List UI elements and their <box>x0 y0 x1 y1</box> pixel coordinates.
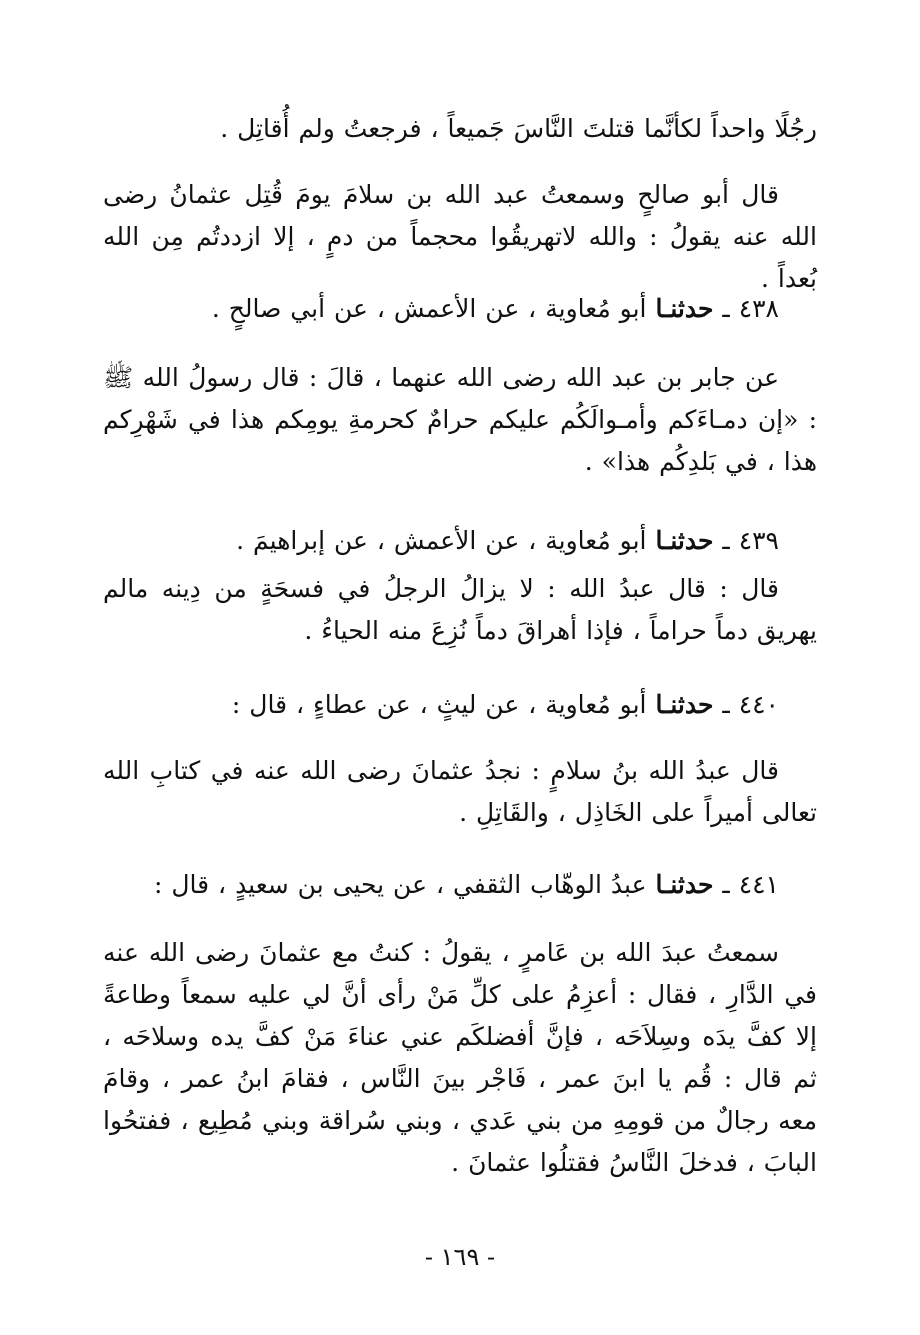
hadith-number: ٤٤٠ <box>738 690 779 719</box>
dash: ـ <box>713 870 730 899</box>
page-number: - ١٦٩ - <box>424 1243 496 1271</box>
hadith-header-441 <box>103 864 817 906</box>
hadith-header-438 <box>103 288 817 330</box>
paragraph-abu-salih <box>103 174 817 300</box>
paragraph-continuation <box>103 108 817 150</box>
isnad-text: أبو مُعاوية ، عن ليثٍ ، عن عطاءٍ ، قال : <box>231 690 647 719</box>
hadith-text-438 <box>103 357 817 483</box>
isnad-text: عبدُ الوهّاب الثقفي ، عن يحيى بن سعيدٍ ، قال : <box>154 870 647 899</box>
isnad-text: أبو مُعاوية ، عن الأعمش ، عن إبراهيمَ . <box>236 526 647 555</box>
paragraph-text: قال عبدُ الله بنُ سلامٍ : نجدُ عثمانَ رضى الله عنه في كتابِ الله تعالى أميراً على الخَاذِل ، والقَاتِلِ . <box>103 756 817 827</box>
hadith-text-439 <box>103 568 817 652</box>
hadith-keyword: حدثنـا <box>655 526 714 555</box>
hadith-text-441 <box>103 932 817 1184</box>
hadith-header-439 <box>103 520 817 562</box>
hadith-keyword: حدثنـا <box>655 870 714 899</box>
hadith-number: ٤٣٩ <box>738 526 779 555</box>
hadith-keyword: حدثنـا <box>655 690 714 719</box>
isnad-text: أبو مُعاوية ، عن الأعمش ، عن أبي صالحٍ . <box>211 294 647 323</box>
hadith-number: ٤٤١ <box>738 870 779 899</box>
hadith-header-440 <box>103 684 817 726</box>
dash: ـ <box>713 690 730 719</box>
hadith-number: ٤٣٨ <box>738 294 779 323</box>
paragraph-text: قال : قال عبدُ الله : لا يزالُ الرجلُ في فسحَةٍ من دِينه مالم يهريق دماً حراماً ، فإذا أهراقَ دماً نُزِعَ منه الحياءُ . <box>103 574 817 645</box>
hadith-keyword: حدثنـا <box>655 294 714 323</box>
hadith-text-440 <box>103 750 817 834</box>
paragraph-text: سمعتُ عبدَ الله بن عَامرٍ ، يقولُ : كنتُ مع عثمانَ رضى الله عنه في الدَّارِ ، فقال : أعزِمُ على كلِّ مَنْ رأى أنَّ لي عليه سمعاً وطاعةً إلا كفَّ يدَه وسِلاَحَه ، فإنَّ أفضلكَم عني عناءَ مَنْ كفَّ يده وسلاحَه ، ثم قال : قُم يا ابنَ عمر ، فَاجْر بينَ النَّاس ، فقامَ ابنُ عمر ، وقامَ معه رجالٌ من قومِهِ من بني عَدي ، وبني سُراقة وبني مُطِيع ، ففتحُوا البابَ ، فدخلَ النَّاسُ فقتلُوا عثمانَ . <box>103 938 817 1177</box>
paragraph-text: عن جابر بن عبد الله رضى الله عنهما ، قالَ : قال رسولُ الله ﷺ : «إن دمـاءَكم وأمـوالَكُم عليكم حرامٌ كحرمةِ يومِكم هذا في شَهْرِكم هذا ، في بَلدِكُم هذا» . <box>103 363 817 476</box>
paragraph-text: رجُلًا واحداً لكأنَّما قتلتَ النَّاسَ جَميعاً ، فرجعتُ ولم أُقاتِل . <box>220 114 817 143</box>
dash: ـ <box>713 526 730 555</box>
dash: ـ <box>713 294 730 323</box>
paragraph-text: قال أبو صالحٍ وسمعتُ عبد الله بن سلامَ يومَ قُتِل عثمانُ رضى الله عنه يقولُ : والله لاتهريقُوا محجماً من دمٍ ، إلا ازددتُم مِن الله بُعداً . <box>103 180 817 293</box>
